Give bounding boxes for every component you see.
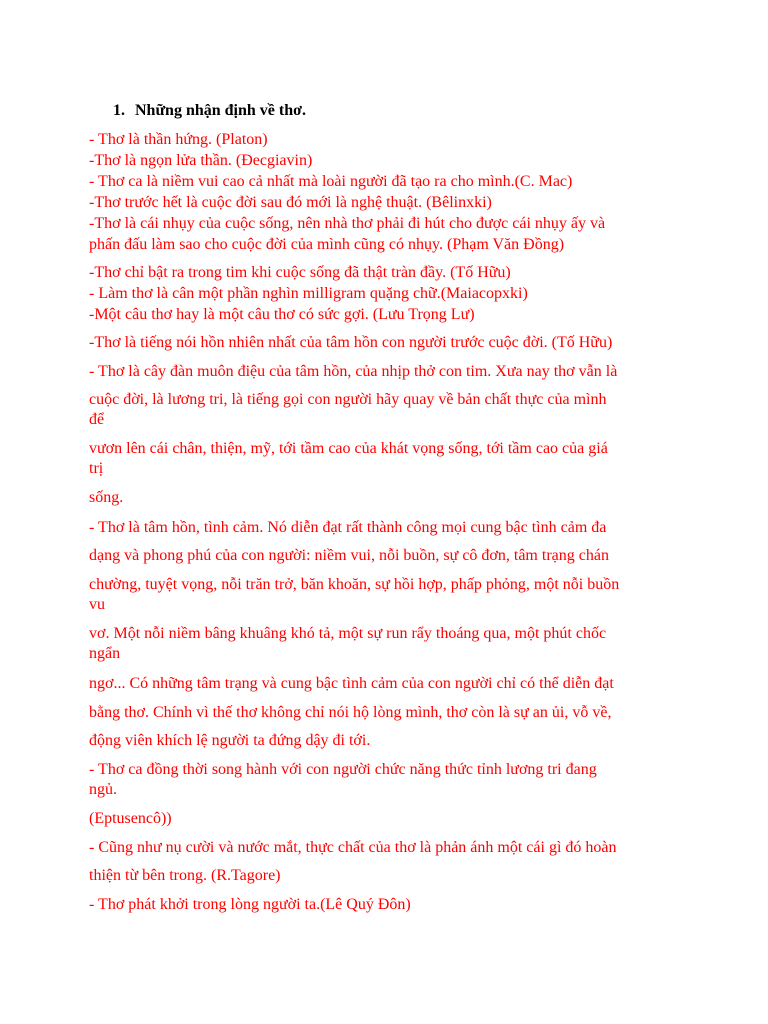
quote-line: chường, tuyệt vọng, nỗi trăn trở, băn khoăn, sự hồi hợp, phấp phỏng, một nỗi buồn (89, 576, 620, 593)
quote-line: - Thơ là tâm hồn, tình cảm. Nó diễn đạt rất thành công mọi cung bậc tình cảm đa (89, 519, 607, 536)
section-number: 1. (113, 102, 125, 119)
quote-line: - Thơ phát khởi trong lòng người ta.(Lê Quý Đôn) (89, 896, 411, 913)
quote-line: - Thơ là cây đàn muôn điệu của tâm hồn, của nhịp thở con tim. Xưa nay thơ vẫn là (89, 363, 618, 380)
quote-line: trị (89, 460, 104, 477)
quote-line: - Làm thơ là cân một phần nghìn milligram quặng chữ.(Maiacopxki) (89, 285, 528, 302)
quote-line: - Cũng như nụ cười và nước mắt, thực chất của thơ là phản ánh một cái gì đó hoàn (89, 839, 617, 856)
quote-line: phấn đấu làm sao cho cuộc đời của mình cũng có nhụy. (Phạm Văn Đồng) (89, 236, 565, 253)
quote-line: vu (89, 596, 105, 613)
quote-line-wrapped (89, 575, 685, 615)
quote-line: thiện từ bên trong. (R.Tagore) (89, 867, 281, 884)
quote-line-wrapped (89, 624, 685, 664)
section-title: Những nhận định về thơ. (135, 102, 306, 119)
quote-line: -Một câu thơ hay là một câu thơ có sức gợi. (Lưu Trọng Lư) (89, 306, 475, 323)
quote-line: sống. (89, 489, 124, 506)
section-heading (113, 101, 306, 121)
quote-line: -Thơ là cái nhụy của cuộc sống, nên nhà thơ phải đi hút cho được cái nhụy ấy và (89, 215, 606, 232)
quote-line: ngủ. (89, 781, 117, 798)
quote-line: để (89, 411, 105, 428)
quote-line: - Thơ ca là niềm vui cao cả nhất mà loài người đã tạo ra cho mình.(C. Mac) (89, 173, 573, 190)
quote-line: cuộc đời, là lương tri, là tiếng gọi con người hãy quay về bản chất thực của mình (89, 391, 607, 408)
quote-line: vơ. Một nỗi niềm bâng khuâng khó tả, một sự run rẩy thoáng qua, một phút chốc (89, 625, 607, 642)
quote-line: - Thơ là thần hứng. (Platon) (89, 131, 268, 148)
quote-line: ngơ... Có những tâm trạng và cung bậc tình cảm của con người chỉ có thể diễn đạt (89, 675, 614, 692)
quote-line: -Thơ trước hết là cuộc đời sau đó mới là nghệ thuật. (Bêlinxki) (89, 194, 492, 211)
quote-line-wrapped (89, 390, 685, 430)
quote-line-wrapped (89, 439, 685, 479)
quote-line: dạng và phong phú của con người: niềm vui, nỗi buồn, sự cô đơn, tâm trạng chán (89, 547, 609, 564)
quote-line: -Thơ chỉ bật ra trong tim khi cuộc sống đã thật tràn đầy. (Tố Hữu) (89, 264, 511, 281)
quote-line: động viên khích lệ người ta đứng dậy đi tới. (89, 732, 371, 749)
quote-line: - Thơ ca đồng thời song hành với con người chức năng thức tỉnh lương tri đang (89, 761, 597, 778)
quote-line: bằng thơ. Chính vì thế thơ không chỉ nói hộ lòng mình, thơ còn là sự an ủi, vỗ về, (89, 704, 612, 721)
quote-line: ngẩn (89, 645, 121, 662)
quote-line: -Thơ là tiếng nói hồn nhiên nhất của tâm hồn con người trước cuộc đời. (Tố Hữu) (89, 334, 613, 351)
quote-line: (Eptusencô)) (89, 810, 172, 827)
quote-line: vươn lên cái chân, thiện, mỹ, tới tầm cao của khát vọng sống, tới tầm cao của giá (89, 440, 608, 457)
quote-line-wrapped (89, 760, 685, 800)
quote-line: -Thơ là ngọn lửa thần. (Đecgiavin) (89, 152, 313, 169)
